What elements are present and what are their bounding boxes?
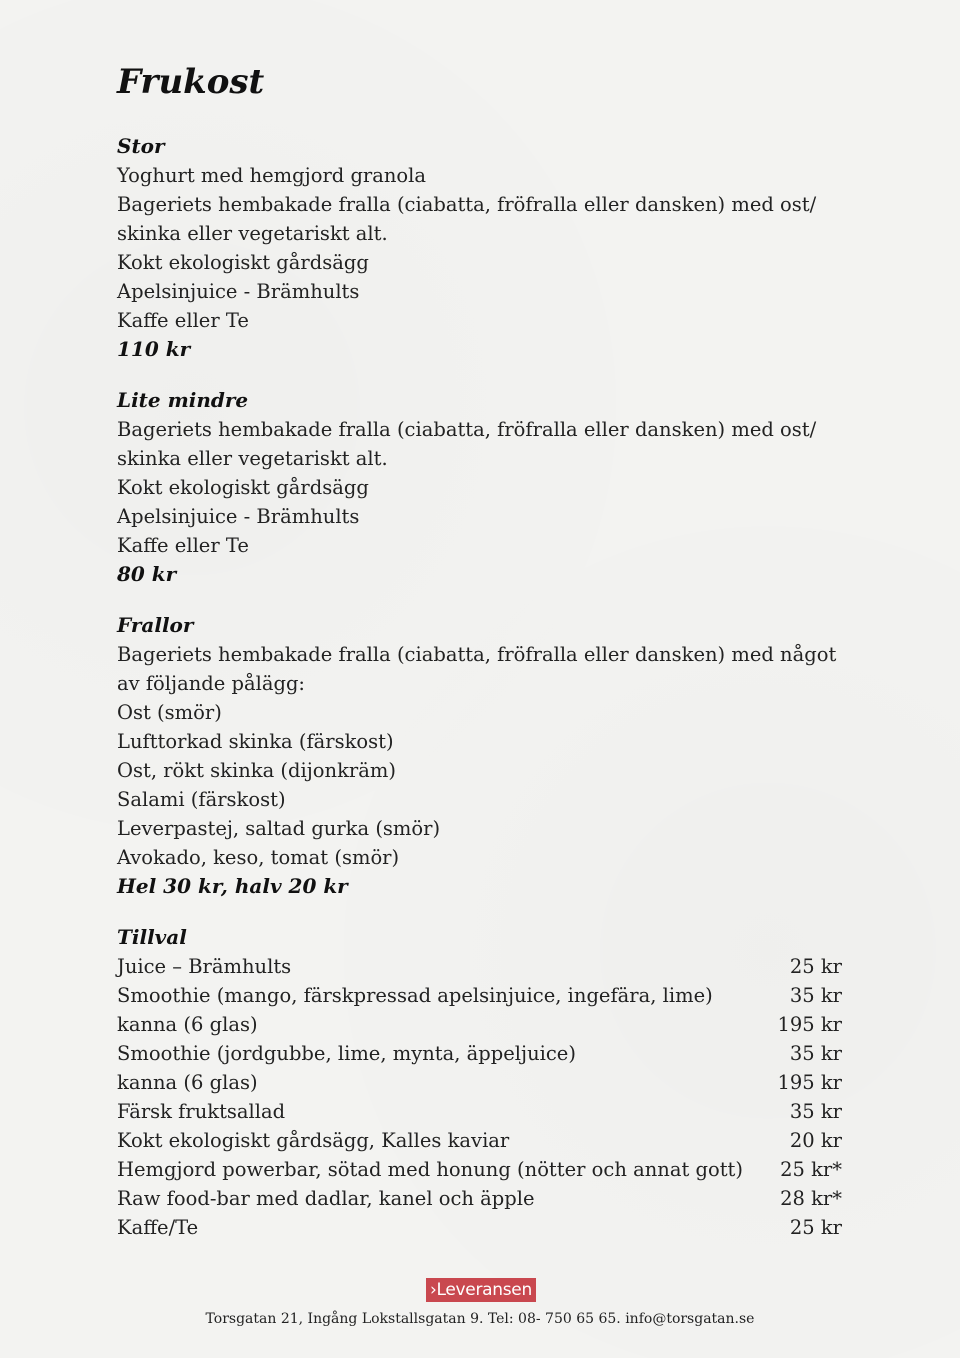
extras-item-price: 35 kr bbox=[789, 1100, 842, 1123]
menu-line: Salami (färskost) bbox=[117, 788, 286, 811]
section-heading: Tillval bbox=[117, 925, 187, 949]
extras-row bbox=[117, 1068, 842, 1097]
extras-row bbox=[117, 952, 842, 981]
menu-line: skinka eller vegetariskt alt. bbox=[117, 222, 388, 245]
extras-row bbox=[117, 1039, 842, 1068]
extras-row bbox=[117, 1126, 842, 1155]
extras-row bbox=[117, 1184, 842, 1213]
section-price: Hel 30 kr, halv 20 kr bbox=[117, 874, 348, 898]
extras-item-name: Kaffe/Te bbox=[117, 1216, 199, 1239]
extras-item-price: 195 kr bbox=[777, 1013, 842, 1036]
extras-item-price: 28 kr* bbox=[780, 1187, 842, 1210]
extras-row bbox=[117, 1097, 842, 1126]
menu-line: Yoghurt med hemgjord granola bbox=[117, 164, 427, 187]
menu-line: Kaffe eller Te bbox=[117, 534, 249, 557]
menu-line: Kokt ekologiskt gårdsägg bbox=[117, 476, 369, 499]
page-title: Frukost bbox=[117, 62, 265, 102]
extras-row bbox=[117, 1010, 842, 1039]
extras-item-price: 25 kr* bbox=[780, 1158, 842, 1181]
menu-section-frallor bbox=[117, 611, 842, 901]
section-price: 110 kr bbox=[117, 337, 191, 361]
menu-line: Bageriets hembakade fralla (ciabatta, fröfralla eller dansken) med ost/ bbox=[117, 193, 817, 216]
extras-row bbox=[117, 1155, 842, 1184]
extras-item-name: Juice – Brämhults bbox=[117, 955, 292, 978]
menu-line: Lufttorkad skinka (färskost) bbox=[117, 730, 394, 753]
menu-line: Bageriets hembakade fralla (ciabatta, fröfralla eller dansken) med ost/ bbox=[117, 418, 817, 441]
footer-contact: Torsgatan 21, Ingång Lokstallsgatan 9. Tel: 08- 750 65 65. info@torsgatan.se bbox=[205, 1311, 755, 1327]
extras-item-name: Smoothie (mango, färskpressad apelsinjuice, ingefära, lime) bbox=[117, 984, 713, 1007]
extras-item-name: Kokt ekologiskt gårdsägg, Kalles kaviar bbox=[117, 1129, 510, 1152]
menu-line: Ost (smör) bbox=[117, 701, 222, 724]
section-price: 80 kr bbox=[117, 562, 177, 586]
extras-row bbox=[117, 981, 842, 1010]
leveransen-logo: ›Leveransen bbox=[426, 1278, 536, 1302]
menu-page bbox=[117, 60, 842, 1264]
menu-line: Apelsinjuice - Brämhults bbox=[117, 505, 360, 528]
menu-section-stor bbox=[117, 132, 842, 364]
section-heading: Stor bbox=[117, 134, 165, 158]
extras-item-price: 25 kr bbox=[789, 1216, 842, 1239]
section-heading: Lite mindre bbox=[117, 388, 249, 412]
menu-line: Leverpastej, saltad gurka (smör) bbox=[117, 817, 441, 840]
extras-item-price: 25 kr bbox=[789, 955, 842, 978]
extras-item-name: kanna (6 glas) bbox=[117, 1071, 258, 1094]
extras-item-price: 35 kr bbox=[789, 984, 842, 1007]
section-heading: Frallor bbox=[117, 613, 194, 637]
menu-line: Ost, rökt skinka (dijonkräm) bbox=[117, 759, 396, 782]
menu-line: Avokado, keso, tomat (smör) bbox=[117, 846, 400, 869]
menu-line: av följande pålägg: bbox=[117, 672, 305, 695]
extras-item-price: 35 kr bbox=[789, 1042, 842, 1065]
extras-item-name: kanna (6 glas) bbox=[117, 1013, 258, 1036]
extras-row bbox=[117, 1213, 842, 1242]
menu-line: Apelsinjuice - Brämhults bbox=[117, 280, 360, 303]
menu-line: Kaffe eller Te bbox=[117, 309, 249, 332]
menu-line: Kokt ekologiskt gårdsägg bbox=[117, 251, 369, 274]
menu-section-lite-mindre bbox=[117, 386, 842, 589]
extras-item-name: Hemgjord powerbar, sötad med honung (nötter och annat gott) bbox=[117, 1158, 743, 1181]
extras-item-name: Raw food-bar med dadlar, kanel och äpple bbox=[117, 1187, 535, 1210]
extras-item-price: 195 kr bbox=[777, 1071, 842, 1094]
extras-item-name: Smoothie (jordgubbe, lime, mynta, äppeljuice) bbox=[117, 1042, 576, 1065]
menu-line: Bageriets hembakade fralla (ciabatta, fröfralla eller dansken) med något bbox=[117, 643, 837, 666]
extras-item-name: Färsk fruktsallad bbox=[117, 1100, 286, 1123]
menu-section-tillval bbox=[117, 923, 842, 1242]
extras-item-price: 20 kr bbox=[789, 1129, 842, 1152]
menu-line: skinka eller vegetariskt alt. bbox=[117, 447, 388, 470]
